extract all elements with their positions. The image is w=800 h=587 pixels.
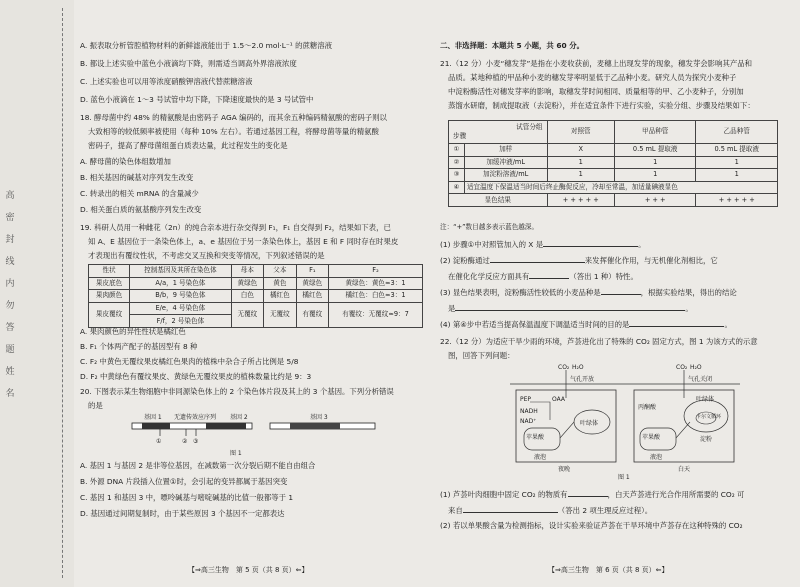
- seal-char: 答: [5, 323, 15, 333]
- seal-text: [3, 185, 17, 405]
- trait-table: [88, 264, 423, 328]
- table-cell: ④: [449, 181, 465, 194]
- answer-blank[interactable]: [490, 254, 585, 263]
- gene-1-label: 基因 1: [144, 414, 162, 421]
- table-cell: F/f，2 号染色体: [130, 315, 232, 328]
- corner-bottom: 步骤: [453, 131, 467, 140]
- option: B. 相关基因的碱基对序列发生改变: [80, 173, 194, 182]
- chromosome-figure: [130, 412, 380, 458]
- option: D. 相关蛋白质的氨基酸序列发生改变: [80, 205, 202, 214]
- table-cell: 1: [547, 169, 614, 182]
- vacuole-day-label: 液泡: [650, 454, 663, 461]
- table-cell: B/b，9 号染色体: [130, 290, 232, 303]
- question-20: 20. 下图表示某生物细胞中非同源染色体上的 2 个染色体片段及其上的 3 个基因。下列分析错误: [80, 387, 394, 396]
- sub-question: (1) 步骤①中对照管加入的 X 是 。: [440, 240, 646, 249]
- table-header-row: [449, 121, 778, 144]
- table-cell: 黄绿色：黄色≈3：1: [329, 277, 423, 290]
- text-line: 知 A、E 基因位于一条染色体上，a、e 基因位于另一条染色体上，基因 E 和 F 同时存在时果皮: [88, 237, 399, 246]
- section-title: 二、非选择题：本题共 5 小题，共 60 分。: [440, 41, 584, 50]
- option: B. 外源 DNA 片段插入位置①时，会引起的变异都属于基因突变: [80, 477, 288, 486]
- page-footer: 【⇒高三生物 第 6 页（共 8 页）⇐】: [548, 566, 669, 574]
- option: C. 基因 1 和基因 3 中，嘌呤碱基与嘧啶碱基的比值一般都等于 1: [80, 493, 294, 502]
- stoma-closed-label: 气孔关闭: [688, 376, 713, 383]
- question-19: 19. 科研人员用一种雌花（2n）的纯合亲本进行杂交得到 F₁，F₁ 自交得到 F₂，结果如下表，已: [80, 223, 391, 232]
- table-cell: 有覆纹: [296, 302, 328, 327]
- calvin-cycle-label: 卡尔文循环: [696, 414, 722, 420]
- table-header: F₁: [296, 265, 328, 278]
- table-row: [89, 290, 423, 303]
- site-3-label: ③: [193, 438, 199, 445]
- table-header: F₂: [329, 265, 423, 278]
- page-footer: 【⇒高三生物 第 5 页（共 8 页）⇐】: [188, 566, 309, 574]
- table-cell: ①: [449, 144, 465, 157]
- table-cell: ③: [449, 169, 465, 182]
- malic-day-label: 苹果酸: [642, 434, 661, 441]
- h2o-day-label: H₂O: [690, 364, 702, 371]
- text-line: B. 都设上述实验中蓝色小液滴均下降，则需适当调高外界溶液浓度: [80, 59, 297, 68]
- co2-day-label: CO₂: [676, 364, 688, 371]
- chromosome-diagram: [130, 421, 380, 451]
- table-cell: 0.5 mL 提取液: [614, 144, 695, 157]
- seal-line: [62, 8, 63, 578]
- question-18: 18. 酵母菌中约 48% 的精氨酸是由密码子 AGA 编码的，而其余五种编码精氨酸的密码子则以: [80, 113, 387, 122]
- table-cell: 加缓冲液/mL: [464, 156, 547, 169]
- table-cell: 1: [614, 156, 695, 169]
- table-cell: 加样: [464, 144, 547, 157]
- table-cell: 黄绿色: [231, 277, 263, 290]
- figure-caption: 图 1: [618, 474, 630, 481]
- nadh-label: NADH: [520, 408, 538, 415]
- option: B. F₁ 个体两产配子的基因型有 8 种: [80, 342, 198, 351]
- sub-question: 来自 （答出 2 项生理反应过程）。: [448, 506, 653, 515]
- site-2-label: ②: [182, 438, 188, 445]
- vacuole-night-label: 液泡: [534, 454, 547, 461]
- stoma-open-label: 气孔开放: [570, 376, 595, 383]
- cam-figure: [510, 362, 740, 482]
- table-cell: 无覆纹: [264, 302, 296, 327]
- table-row: [89, 302, 423, 315]
- option: A. 基因 1 与基因 2 是非等位基因，在减数第一次分裂后期不能自由组合: [80, 461, 316, 470]
- table-row: [449, 169, 778, 182]
- pyruvate-label: 丙酮酸: [638, 404, 657, 411]
- seal-char: 封: [5, 235, 15, 245]
- co2-night-label: CO₂: [558, 364, 570, 371]
- table-row: [449, 181, 778, 194]
- option: A. 酵母菌的染色体组数增加: [80, 157, 171, 166]
- pep-label: PEP: [520, 396, 532, 403]
- table-cell: 橘红色: [296, 290, 328, 303]
- day-label: 白天: [678, 466, 691, 473]
- malic-night-label: 苹果酸: [526, 434, 545, 441]
- text-line: 蒸馏水研磨，制成提取液（去淀粉），并在适宜条件下进行实验，实验分组、步骤及结果如下：: [448, 101, 755, 110]
- sub-question: (2) 淀粉酶通过 来发挥催化作用，与无机催化剂相比，它: [440, 256, 718, 265]
- text-line: A. 振表取分析管腔植物材料的新鲜滤液能出于 1.5～2.0 mol·L⁻¹ 的蔗糖溶液: [80, 41, 333, 50]
- table-cell: A/a，1 号染色体: [130, 277, 232, 290]
- table-cell: 1: [696, 169, 778, 182]
- answer-blank[interactable]: [455, 302, 685, 311]
- table-corner: [449, 121, 548, 144]
- table-header-row: [89, 265, 423, 278]
- noncoding-label: 无遗传效应序列: [174, 414, 217, 421]
- table-header: 对照管: [547, 121, 614, 144]
- page-6: [440, 0, 785, 587]
- seal-char: 内: [5, 279, 15, 289]
- table-cell: 1: [614, 169, 695, 182]
- table-cell: 显色结果: [449, 194, 548, 207]
- page-5: [80, 0, 425, 587]
- sub-question: (1) 芦荟叶肉细胞中固定 CO₂ 的物质有 ，白天芦荟进行光合作用所需要的 CO₂ 可: [440, 490, 745, 499]
- sub-question: (2) 若以单果酸含量为检测指标，设计实验来验证芦荟在干旱环境中芦荟存在这种特殊的 CO₂: [440, 521, 743, 530]
- seal-char: 题: [5, 345, 15, 355]
- sub-question: (3) 显色结果表明，淀粉酶活性较低的小麦品种是 ，根据实验结果，得出的结论: [440, 288, 737, 297]
- chloroplast-day-label: 叶绿体: [696, 396, 715, 403]
- table-cell: 黄色: [264, 277, 296, 290]
- table-header: 甲品种管: [614, 121, 695, 144]
- table-cell: 果肉颜色: [89, 290, 130, 303]
- table-cell: 无覆纹: [231, 302, 263, 327]
- answer-blank[interactable]: [629, 318, 724, 327]
- table-header: 母本: [231, 265, 263, 278]
- table-header: 控制基因及其所在染色体: [130, 265, 232, 278]
- sub-question: (4) 第④步中若适当提高保温温度下调温适当时间的目的是 。: [440, 320, 732, 329]
- gene-2-label: 基因 2: [230, 414, 248, 421]
- corner-top: 试管分组: [516, 123, 543, 131]
- text-line: C. 上述实验也可以用等浓度硝酸钾溶液代替蔗糖溶液: [80, 77, 253, 86]
- option: A. 果肉颜色的异性性状是橘红色: [80, 327, 186, 336]
- table-cell: 0.5 mL 提取液: [696, 144, 778, 157]
- text-line: 品质。某地种植的甲品种小麦的穗发芽率明显低于乙品种小麦。研究人员为探究小麦种子: [448, 73, 737, 82]
- seal-char: 线: [5, 257, 15, 267]
- table-cell: 白色: [231, 290, 263, 303]
- nad-label: NAD⁺: [520, 418, 537, 425]
- seal-char: 密: [5, 213, 15, 223]
- table-header: 乙品种管: [696, 121, 778, 144]
- table-row: [89, 277, 423, 290]
- text-line: 大致相等的较低频率被使用（每种 10% 左右）。若通过基因工程，将酵母菌等量的精氨酸: [88, 127, 379, 136]
- starch-label: 淀粉: [700, 436, 713, 443]
- answer-blank[interactable]: [568, 488, 608, 497]
- table-cell: E/e，4 号染色体: [130, 302, 232, 315]
- table-cell: 有覆纹：无覆纹≈9：7: [329, 302, 423, 327]
- experiment-table: [448, 120, 778, 207]
- text-line: 的是: [88, 401, 103, 410]
- question-21: 21.（12 分）小麦“穗发芽”是指在小麦收获前，麦穗上出现发芽的现象，穗发芽会影响其产品和: [440, 59, 753, 68]
- sub-question: 在催化化学反应方面具有 （答出 1 种）特性。: [448, 272, 638, 281]
- text-line: 密码子，提高了酵母菌组蛋白质表达量，此过程发生的变化是: [88, 141, 288, 150]
- sub-question: 是 。: [448, 304, 693, 313]
- table-cell: 橘红色: [264, 290, 296, 303]
- seal-char: 姓: [5, 367, 15, 377]
- chloroplast-night-label: 叶绿体: [580, 420, 599, 427]
- table-cell: 加淀粉溶液/mL: [464, 169, 547, 182]
- option: C. F₂ 中黄色无覆纹果皮橘红色果肉的植株中杂合子所占比例是 5/8: [80, 357, 299, 366]
- table-cell: + + + + +: [696, 194, 778, 207]
- text-line: D. 蓝色小液滴在 1～3 号试管中均下降，下降速度最快的是 3 号试管中: [80, 95, 314, 104]
- night-label: 夜晚: [558, 466, 571, 473]
- answer-blank[interactable]: [463, 504, 558, 513]
- seal-char: 勿: [5, 301, 15, 311]
- table-cell: X: [547, 144, 614, 157]
- seal-char: 高: [5, 191, 15, 201]
- h2o-night-label: H₂O: [572, 364, 584, 371]
- option: D. F₂ 中黄绿色有覆纹果皮、黄绿色无覆纹果皮的植株数量比约是 9：3: [80, 372, 312, 381]
- table-cell: 果皮底色: [89, 277, 130, 290]
- option: D. 基因通过间期复制时，由于某些原因 3 个基因不一定都表达: [80, 509, 285, 518]
- table-header: 父本: [264, 265, 296, 278]
- table-cell: 橘红色：白色≈3：1: [329, 290, 423, 303]
- gene-3-label: 基因 3: [310, 414, 328, 421]
- table-header: 性状: [89, 265, 130, 278]
- question-22: 22.（12 分）为适应干旱少雨的环境，芦荟进化出了特殊的 CO₂ 固定方式，图 1 为该方式的示意: [440, 337, 758, 346]
- table-row: [449, 194, 778, 207]
- answer-blank[interactable]: [601, 286, 641, 295]
- table-cell: ②: [449, 156, 465, 169]
- text-line: 中淀粉酶活性对穗发芽率的影响，取穗发芽时间相同、质量相等的甲、乙小麦种子，分别加: [448, 87, 744, 96]
- table-cell: 1: [547, 156, 614, 169]
- option: C. 转录出的相关 mRNA 的含量减少: [80, 189, 199, 198]
- table-cell: 果皮覆纹: [89, 302, 130, 327]
- table-note: 注：“+”数目越多表示蓝色越深。: [440, 223, 539, 231]
- table-cell: 黄绿色: [296, 277, 328, 290]
- table-cell: 适宜温度下保温适当时间后终止酶促反应，冷却至常温，加适量碘液显色: [464, 181, 777, 194]
- table-cell: + + +: [614, 194, 695, 207]
- table-row: [449, 144, 778, 157]
- table-cell: 1: [696, 156, 778, 169]
- answer-blank[interactable]: [543, 238, 638, 247]
- figure-caption: 图 1: [230, 450, 242, 457]
- table-cell: + + + + +: [547, 194, 614, 207]
- seal-char: 名: [5, 389, 15, 399]
- site-1-label: ①: [156, 438, 162, 445]
- text-line: 图，回答下列问题：: [448, 351, 515, 360]
- oaa-label: OAA: [552, 396, 565, 403]
- table-row: [449, 156, 778, 169]
- text-line: 才表现出有覆纹性状，不考虑交叉互换和突变等情况，下列叙述错误的是: [88, 251, 325, 260]
- answer-blank[interactable]: [529, 270, 569, 279]
